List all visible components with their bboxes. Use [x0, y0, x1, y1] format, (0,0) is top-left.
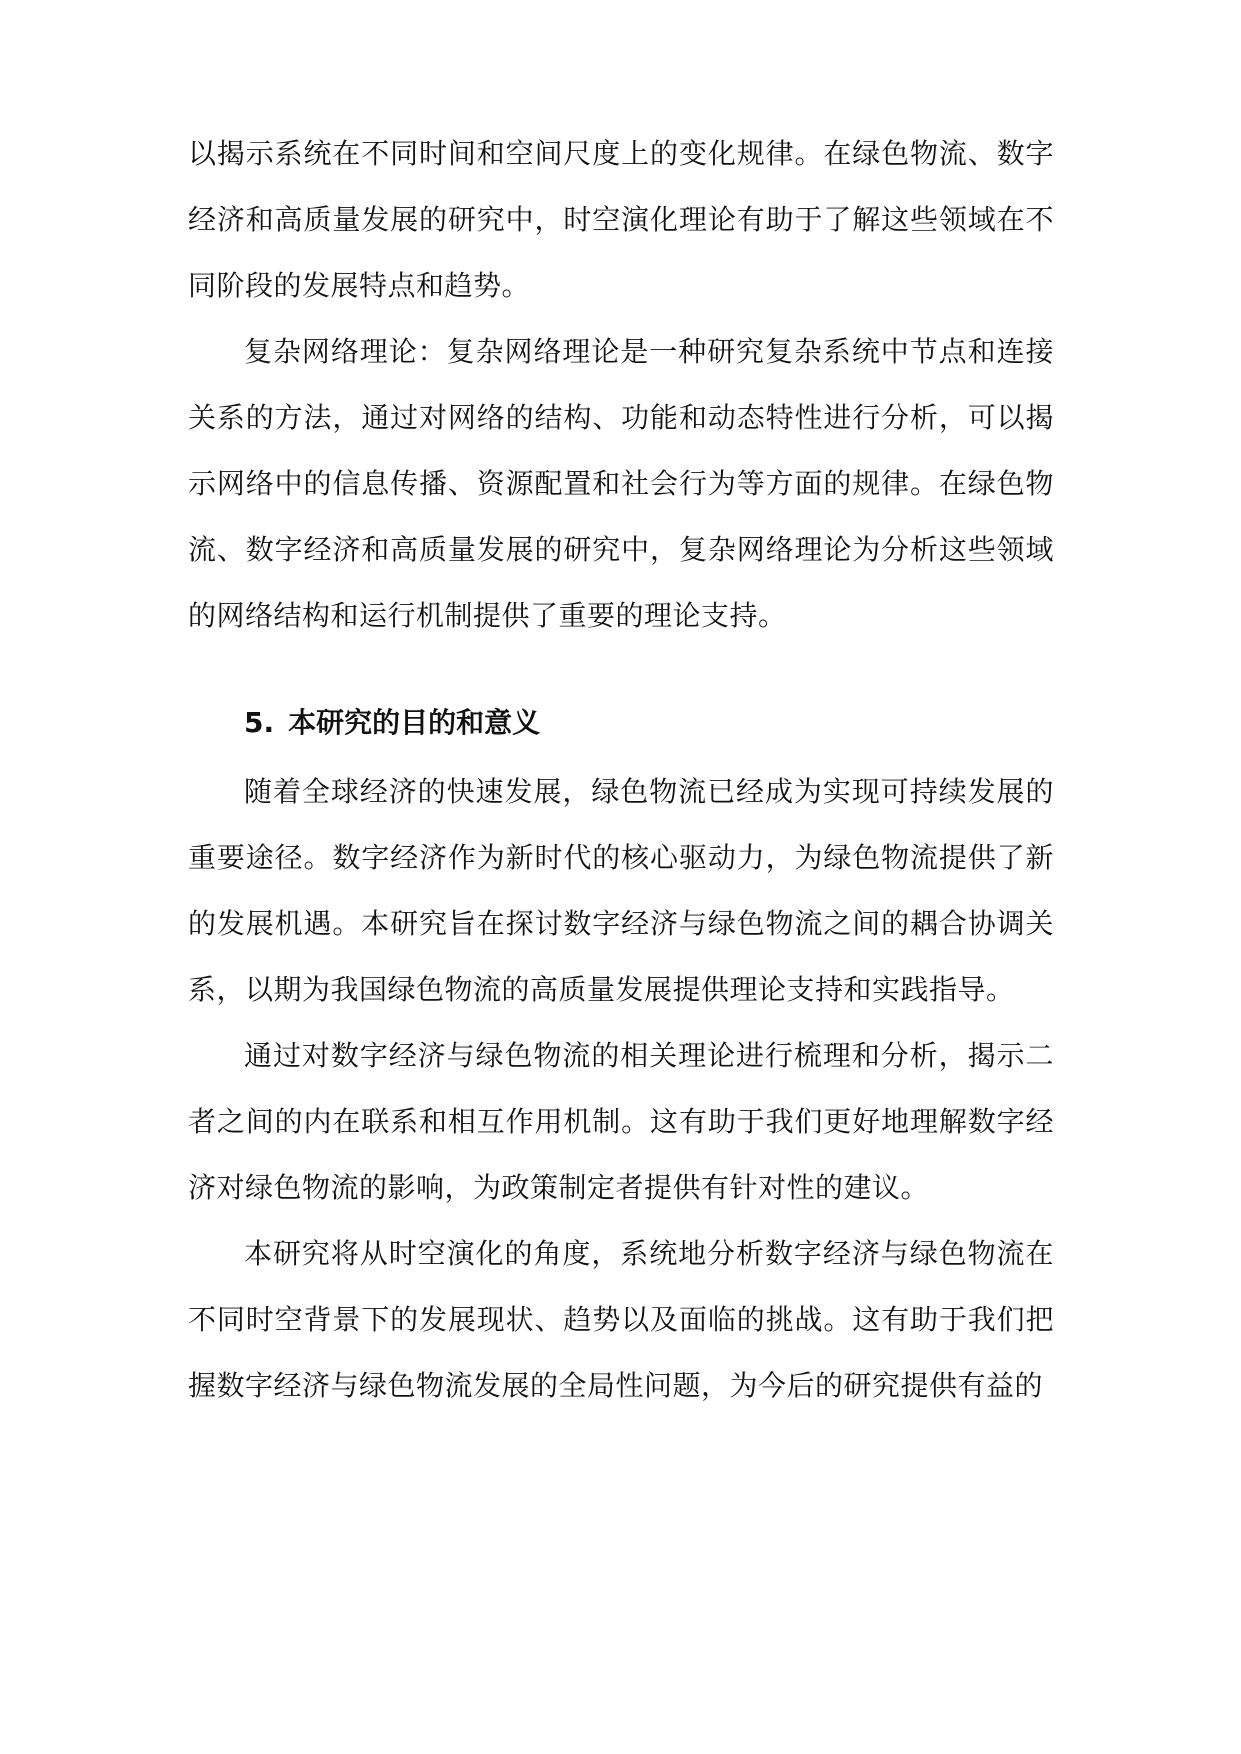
paragraph-spatiotemporal-analysis: 本研究将从时空演化的角度，系统地分析数字经济与绿色物流在不同时空背景下的发展现状、趋势以及面临的挑战。这有助于我们把握数字经济与绿色物流发展的全局性问题，为今后的研究提供有益的 — [188, 1237, 1054, 1402]
body-text-bottom — [188, 759, 1054, 1419]
paragraph-research-purpose: 随着全球经济的快速发展，绿色物流已经成为实现可持续发展的重要途径。数字经济作为新时代的核心驱动力，为绿色物流提供了新的发展机遇。本研究旨在探讨数字经济与绿色物流之间的耦合协调关系，以期为我国绿色物流的高质量发展提供理论支持和实践指导。 — [188, 775, 1054, 1006]
section-heading — [244, 690, 944, 756]
paragraph-theory-analysis: 通过对数字经济与绿色物流的相关理论进行梳理和分析，揭示二者之间的内在联系和相互作用机制。这有助于我们更好地理解数字经济对绿色物流的影响，为政策制定者提供有针对性的建议。 — [188, 1039, 1054, 1204]
paragraph-spatiotemporal-continuation: 以揭示系统在不同时间和空间尺度上的变化规律。在绿色物流、数字经济和高质量发展的研究中，时空演化理论有助于了解这些领域在不同阶段的发展特点和趋势。 — [188, 137, 1054, 302]
section-title: 本研究的目的和意义 — [288, 706, 541, 739]
section-number: 5. — [244, 706, 275, 739]
body-text-top — [188, 121, 1054, 649]
paragraph-complex-network-theory: 复杂网络理论：复杂网络理论是一种研究复杂系统中节点和连接关系的方法，通过对网络的结构、功能和动态特性进行分析，可以揭示网络中的信息传播、资源配置和社会行为等方面的规律。在绿色物流、数字经济和高质量发展的研究中，复杂网络理论为分析这些领域的网络结构和运行机制提供了重要的理论支持。 — [188, 335, 1054, 632]
